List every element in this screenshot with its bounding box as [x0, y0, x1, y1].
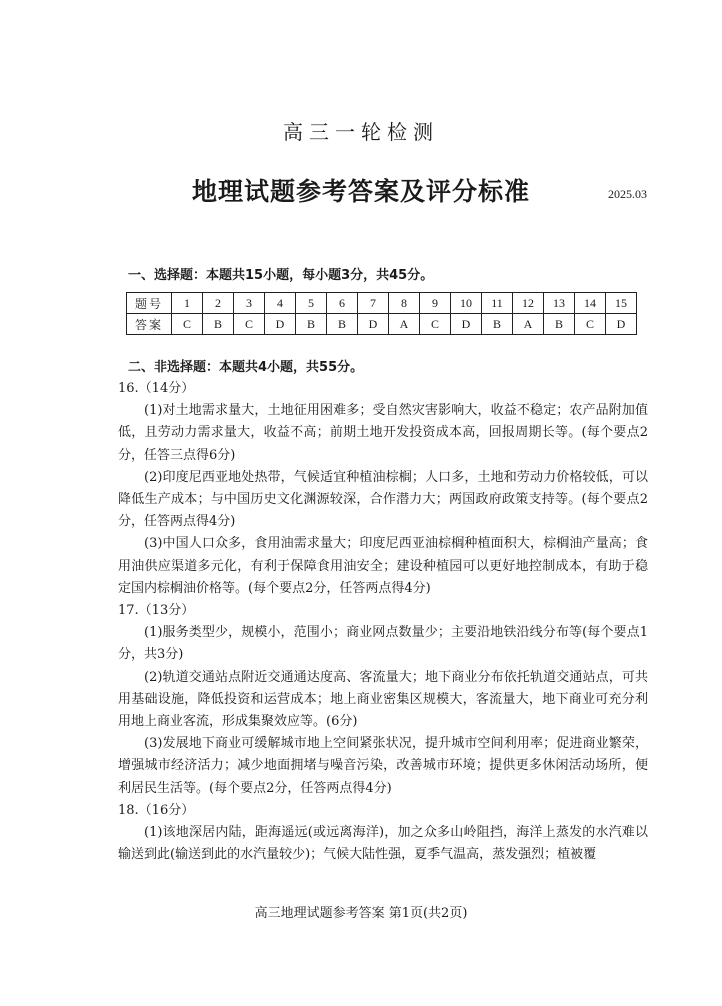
question-number-cell: 12 — [513, 293, 544, 314]
answer-paragraph: (3)中国人口众多，食用油需求量大；印度尼西亚油棕榈种植面积大，棕榈油产量高；食用油供应渠道多元化，有利于保障食用油安全；建设种植园可以更好地控制成本，有助于稳定国内棕榈油价格等。(每个要点2分，任答两点得4分) — [118, 536, 648, 596]
exam-subtitle: 高三一轮检测 — [283, 120, 439, 144]
answer-row-label: 答案 — [127, 314, 172, 335]
section-choice-heading: 一、选择题：本题共15小题，每小题3分，共45分。 — [128, 268, 434, 283]
question-number-cell: 14 — [575, 293, 606, 314]
answer-cell: A — [389, 314, 420, 335]
answer-table — [126, 292, 637, 335]
answer-cell: B — [544, 314, 575, 335]
answer-cell: C — [234, 314, 265, 335]
section-nonchoice-heading: 二、非选择题：本题共4小题，共55分。 — [128, 360, 364, 375]
answer-cell: D — [265, 314, 296, 335]
answer-paragraph: (3)发展地下商业可缓解城市地上空间紧张状况，提升城市空间利用率；促进商业繁荣，增强城市经济活力；减少地面拥堵与噪音污染，改善城市环境；提供更多休闲活动场所，便利居民生活等。(每个要点2分，任答两点得4分) — [118, 736, 648, 796]
answer-body — [118, 378, 648, 866]
question-heading: 17.（13分） — [118, 603, 195, 619]
answer-cell: C — [172, 314, 203, 335]
answer-cell: C — [575, 314, 606, 335]
answer-cell: B — [482, 314, 513, 335]
question-number-cell: 1 — [172, 293, 203, 314]
answer-cell: B — [327, 314, 358, 335]
document-title: 地理试题参考答案及评分标准 — [191, 177, 530, 206]
question-number-cell: 3 — [234, 293, 265, 314]
page-footer: 高三地理试题参考答案 第1页(共2页) — [254, 906, 468, 921]
answer-paragraph: (1)该地深居内陆，距海遥远(或远离海洋)，加之众多山岭阻挡，海洋上蒸发的水汽难以输送到此(输送到此的水汽量较少)；气候大陆性强，夏季气温高，蒸发强烈；植被覆 — [118, 825, 648, 863]
number-row-label: 题号 — [127, 293, 172, 314]
answer-paragraph: (2)轨道交通站点附近交通通达度高、客流量大；地下商业分布依托轨道交通站点，可共用基础设施，降低投资和运营成本；地上商业密集区规模大，客流量大，地下商业可充分利用地上商业客流，形成集聚效应等。(6分) — [118, 669, 648, 730]
question-number-cell: 9 — [420, 293, 451, 314]
question-number-cell: 2 — [203, 293, 234, 314]
answer-cell: C — [420, 314, 451, 335]
question-number-cell: 11 — [482, 293, 513, 314]
answer-cell: B — [296, 314, 327, 335]
answer-cell: D — [358, 314, 389, 335]
question-number-cell: 4 — [265, 293, 296, 314]
question-number-cell: 5 — [296, 293, 327, 314]
question-heading: 16.（14分） — [118, 381, 195, 396]
question-number-cell: 13 — [544, 293, 575, 314]
question-number-cell: 8 — [389, 293, 420, 314]
answer-paragraph: (2)印度尼西亚地处热带，气候适宜种植油棕榈；人口多，土地和劳动力价格较低，可以降低生产成本；与中国历史文化渊源较深，合作潜力大；两国政府政策支持等。(每个要点2分，任答两点得4分) — [118, 469, 648, 530]
question-number-cell: 10 — [451, 293, 482, 314]
question-number-cell: 6 — [327, 293, 358, 314]
answer-paragraph: (1)服务类型少，规模小，范围小；商业网点数量少；主要沿地铁沿线分布等(每个要点1分，共3分) — [118, 625, 648, 663]
answer-cell: A — [513, 314, 544, 335]
question-number-cell: 15 — [606, 293, 637, 314]
answer-cell: D — [451, 314, 482, 335]
question-heading: 18.（16分） — [118, 802, 195, 818]
answer-cell: D — [606, 314, 637, 335]
answer-cell: B — [203, 314, 234, 335]
answer-table-number-row — [127, 293, 637, 314]
answer-paragraph: (1)对土地需求量大，土地征用困难多；受自然灾害影响大，收益不稳定；农产品附加值低，且劳动力需求量大，收益不高；前期土地开发投资成本高，回报周期长等。(每个要点2分，任答三点得6分) — [118, 403, 648, 463]
question-number-cell: 7 — [358, 293, 389, 314]
answer-table-answer-row — [127, 314, 637, 335]
document-date: 2025.03 — [608, 187, 647, 201]
